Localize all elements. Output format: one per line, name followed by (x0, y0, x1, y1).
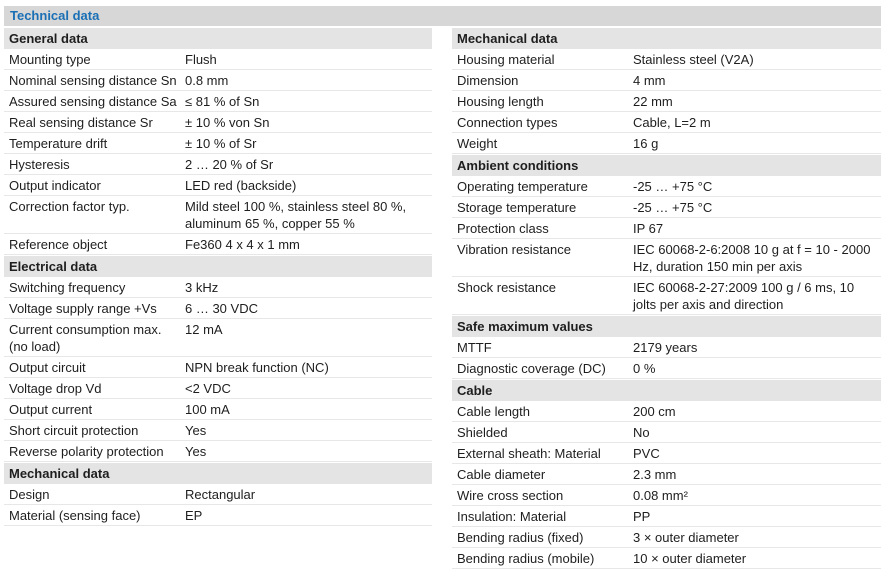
left-column (4, 27, 432, 526)
row-value: Cable, L=2 m (633, 115, 711, 130)
row-value: IEC 60068-2-6:2008 10 g at f = 10 - 2000 Hz, duration 150 min per axis (633, 242, 871, 274)
section-heading-safe-maximum-values: Safe maximum values (452, 316, 881, 337)
section-heading-general-data: General data (4, 28, 432, 49)
row-value: 3 kHz (185, 280, 219, 295)
row-value: 2179 years (633, 340, 698, 355)
row-value: LED red (backside) (185, 178, 297, 193)
row-label: MTTF (457, 340, 492, 355)
row-value: 2.3 mm (633, 467, 677, 482)
row-label: Temperature drift (9, 136, 108, 151)
row-value: PVC (633, 446, 660, 461)
table-row (4, 399, 432, 420)
row-value: 2 … 20 % of Sr (185, 157, 274, 172)
row-label: Connection types (457, 115, 558, 130)
table-row (452, 70, 881, 91)
section-heading-ambient-conditions: Ambient conditions (452, 155, 881, 176)
row-label: Short circuit protection (9, 423, 139, 438)
section-heading-cable: Cable (452, 380, 881, 401)
row-label: Shock resistance (457, 280, 556, 295)
row-value: 100 mA (185, 402, 230, 417)
row-label: Voltage drop Vd (9, 381, 102, 396)
table-row (4, 91, 432, 112)
table-row (452, 133, 881, 154)
table-row (452, 401, 881, 422)
row-label: Switching frequency (9, 280, 126, 295)
table-row (4, 49, 432, 70)
table-row (4, 420, 432, 441)
table-row (452, 464, 881, 485)
table-row (4, 505, 432, 526)
table-row (4, 133, 432, 154)
table-row (4, 484, 432, 505)
row-value: 6 … 30 VDC (185, 301, 258, 316)
table-row (452, 91, 881, 112)
table-row (4, 357, 432, 378)
table-row (452, 506, 881, 527)
table-row (4, 196, 432, 234)
row-label: Storage temperature (457, 200, 577, 215)
section-heading-mechanical-data: Mechanical data (4, 463, 432, 484)
row-value: 0 % (633, 361, 656, 376)
row-value: 200 cm (633, 404, 676, 419)
table-row (4, 378, 432, 399)
section-heading-mechanical-data: Mechanical data (452, 28, 881, 49)
row-label: Wire cross section (457, 488, 564, 503)
table-row (452, 527, 881, 548)
table-row (452, 443, 881, 464)
row-value: No (633, 425, 650, 440)
row-label: Cable diameter (457, 467, 546, 482)
table-row (452, 176, 881, 197)
row-label: Bending radius (mobile) (457, 551, 595, 566)
table-row (452, 218, 881, 239)
row-label: Insulation: Material (457, 509, 567, 524)
row-value: ± 10 % of Sr (185, 136, 257, 151)
row-value: ≤ 81 % of Sn (185, 94, 260, 109)
row-label: External sheath: Material (457, 446, 601, 461)
row-label: Mounting type (9, 52, 91, 67)
row-value: Flush (185, 52, 217, 67)
right-column (452, 27, 881, 569)
row-label: Housing length (457, 94, 544, 109)
table-row (4, 175, 432, 196)
row-label: Real sensing distance Sr (9, 115, 153, 130)
row-label: Design (9, 487, 50, 502)
table-row (452, 337, 881, 358)
row-value: IP 67 (633, 221, 664, 236)
row-label: Operating temperature (457, 179, 588, 194)
row-label: Hysteresis (9, 157, 70, 172)
row-value: 4 mm (633, 73, 666, 88)
row-value: 10 × outer diameter (633, 551, 747, 566)
row-value: 12 mA (185, 322, 223, 337)
row-label: Protection class (457, 221, 549, 236)
row-label: Output current (9, 402, 93, 417)
table-row (4, 112, 432, 133)
table-row (4, 298, 432, 319)
row-value: ± 10 % von Sn (185, 115, 270, 130)
row-label: Voltage supply range +Vs (9, 301, 157, 316)
row-label: Reference object (9, 237, 108, 252)
row-value: -25 … +75 °C (633, 200, 713, 215)
table-row (452, 277, 881, 315)
table-row (4, 277, 432, 298)
table-row (4, 234, 432, 255)
row-value: Rectangular (185, 487, 256, 502)
row-label: Current consumption max. (no load) (9, 322, 162, 354)
row-label: Correction factor typ. (9, 199, 130, 214)
row-value: NPN break function (NC) (185, 360, 329, 375)
section-heading-electrical-data: Electrical data (4, 256, 432, 277)
row-label: Dimension (457, 73, 519, 88)
table-row (4, 70, 432, 91)
table-row (4, 154, 432, 175)
row-value: Yes (185, 423, 207, 438)
row-value: Fe360 4 x 4 x 1 mm (185, 237, 300, 252)
page-title: Technical data (4, 6, 881, 26)
table-row (452, 358, 881, 379)
row-label: Assured sensing distance Sa (9, 94, 177, 109)
row-value: 16 g (633, 136, 659, 151)
row-value: EP (185, 508, 203, 523)
table-row (452, 197, 881, 218)
row-label: Housing material (457, 52, 555, 67)
row-label: Cable length (457, 404, 530, 419)
table-row (452, 49, 881, 70)
row-value: IEC 60068-2-27:2009 100 g / 6 ms, 10 jolts per axis and direction (633, 280, 855, 312)
row-value: Yes (185, 444, 207, 459)
row-label: Output indicator (9, 178, 101, 193)
row-value: PP (633, 509, 651, 524)
row-value: Stainless steel (V2A) (633, 52, 754, 67)
table-row (452, 239, 881, 277)
row-value: 3 × outer diameter (633, 530, 739, 545)
row-label: Reverse polarity protection (9, 444, 164, 459)
row-value: <2 VDC (185, 381, 231, 396)
table-row (4, 319, 432, 357)
row-label: Weight (457, 136, 498, 151)
row-label: Vibration resistance (457, 242, 571, 257)
row-value: 0.08 mm² (633, 488, 688, 503)
row-label: Diagnostic coverage (DC) (457, 361, 606, 376)
table-row (452, 112, 881, 133)
row-value: -25 … +75 °C (633, 179, 713, 194)
row-label: Material (sensing face) (9, 508, 141, 523)
table-row (452, 422, 881, 443)
row-label: Nominal sensing distance Sn (9, 73, 177, 88)
row-value: 0.8 mm (185, 73, 229, 88)
row-value: Mild steel 100 %, stainless steel 80 %, aluminum 65 %, copper 55 % (185, 199, 407, 231)
row-label: Bending radius (fixed) (457, 530, 584, 545)
row-label: Shielded (457, 425, 508, 440)
table-row (452, 548, 881, 569)
table-row (452, 485, 881, 506)
row-label: Output circuit (9, 360, 86, 375)
table-row (4, 441, 432, 462)
row-value: 22 mm (633, 94, 673, 109)
